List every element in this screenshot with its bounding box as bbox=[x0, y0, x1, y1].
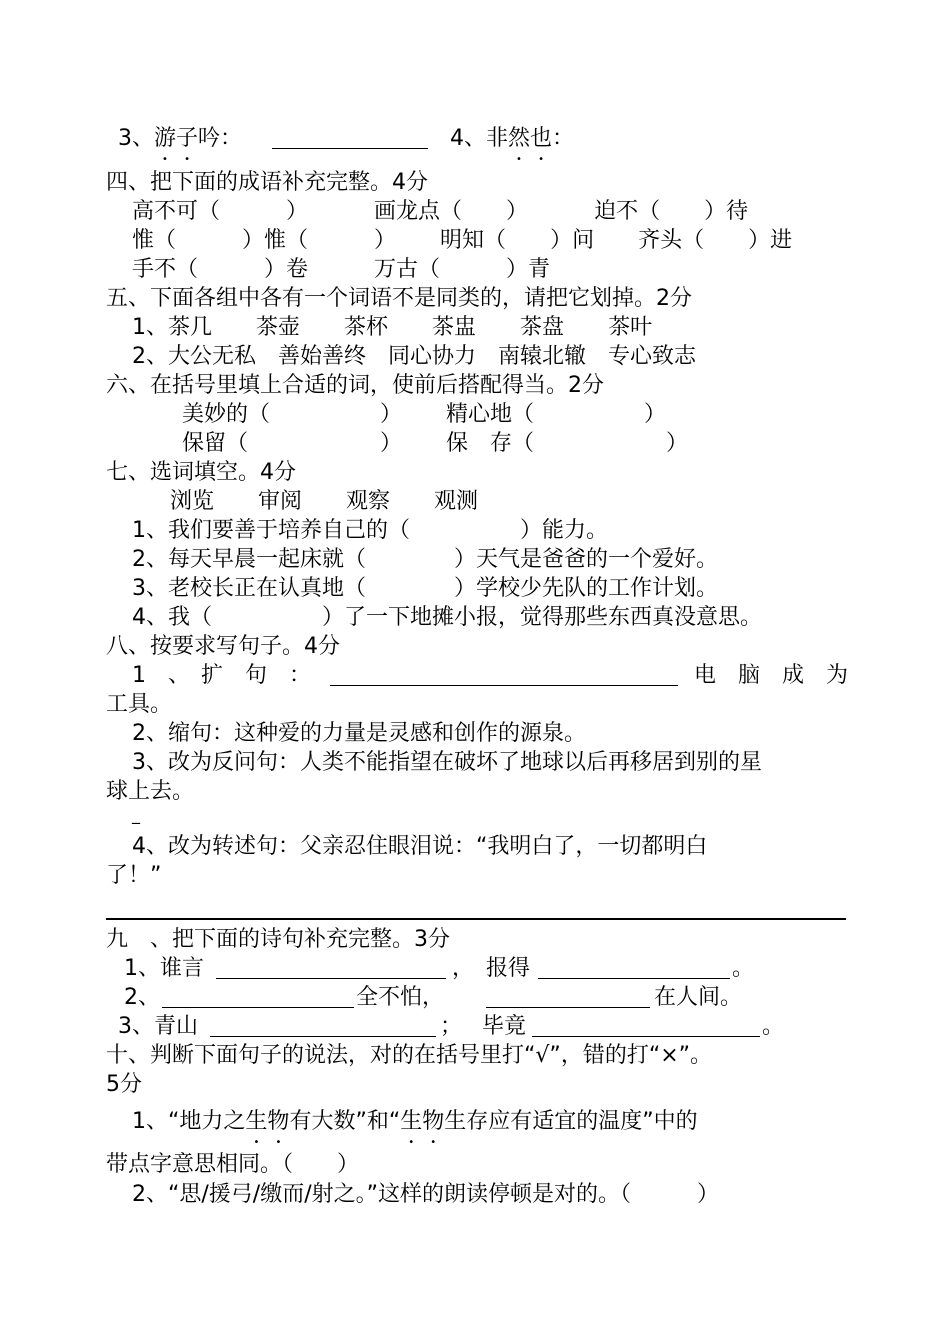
s5-group1: 1、茶几 茶壶 茶杯 茶盅 茶盘 茶叶 bbox=[132, 315, 653, 340]
s9-line2-c: 在人间。 bbox=[654, 985, 743, 1010]
s7-q2: 2、每天早晨一起床就（ ）天气是爸爸的一个爱好。 bbox=[132, 547, 719, 572]
s3-q4: 4、非然也： bbox=[450, 126, 575, 151]
section-5-title: 五、下面各组中各有一个词语不是同类的，请把它划掉。2分 bbox=[106, 286, 692, 311]
s9-line3-a: 3、青山 bbox=[118, 1014, 198, 1039]
s10-q1: 1、“地力之生物有大数”和“生物生存应有适宜的温度”中的 bbox=[132, 1109, 698, 1134]
s9-line2-b: 全不怕， bbox=[356, 985, 445, 1010]
section-9-title: 九 、把下面的诗句补充完整。3分 bbox=[106, 927, 450, 952]
s10-q1-cont: 带点字意思相同。（ ） bbox=[106, 1152, 360, 1177]
s7-q1: 1、我们要善于培养自己的（ ）能力。 bbox=[132, 518, 609, 543]
dotted-char: 生 bbox=[400, 1109, 423, 1134]
answer-blank[interactable] bbox=[538, 956, 730, 979]
answer-blank[interactable] bbox=[532, 1014, 760, 1037]
answer-blank[interactable] bbox=[330, 663, 678, 686]
answer-blank[interactable] bbox=[272, 126, 428, 149]
s9-line1-b: ， bbox=[452, 956, 475, 981]
s8-q3-mark: _ bbox=[132, 805, 140, 824]
s9-line3-d: 。 bbox=[762, 1014, 785, 1039]
s8-q3: 3、改为反问句：人类不能指望在破坏了地球以后再移居到别的星 bbox=[132, 750, 762, 775]
s4-row3: 手不（ ）卷 万古（ ）青 bbox=[132, 257, 551, 282]
dotted-char: 也 bbox=[530, 126, 553, 151]
s3-line: 3、游子吟： bbox=[118, 126, 243, 151]
answer-blank[interactable] bbox=[486, 985, 650, 1008]
s4-row2: 惟（ ）惟（ ） 明知（ ）问 齐头（ ）进 bbox=[132, 228, 793, 253]
s8-q4: 4、改为转述句：父亲忍住眼泪说：“我明白了，一切都明白 bbox=[132, 834, 708, 859]
s6-row1: 美妙的（ ） 精心地（ ） bbox=[182, 402, 667, 427]
section-8-title: 八、按要求写句子。4分 bbox=[106, 634, 340, 659]
section-4-title: 四、把下面的成语补充完整。4分 bbox=[106, 170, 428, 195]
dotted-char: 子 bbox=[176, 126, 199, 151]
s9-line1-c: 报得 bbox=[486, 956, 531, 981]
dotted-char: 物 bbox=[422, 1109, 445, 1134]
s9-line2-a: 2、 bbox=[124, 985, 160, 1010]
s8-q2: 2、缩句：这种爱的力量是灵感和创作的源泉。 bbox=[132, 721, 586, 746]
s9-line1-a: 1、谁言 bbox=[124, 956, 204, 981]
s8-q1-label: 1 、 扩 句 ： bbox=[132, 663, 311, 688]
dotted-char: 游 bbox=[154, 126, 177, 151]
s9-line3-b: ； bbox=[440, 1014, 463, 1039]
section-10-score: 5分 bbox=[106, 1072, 142, 1097]
s10-q2: 2、“思/援弓/缴而/射之。”这样的朗读停顿是对的。（ ） bbox=[132, 1182, 720, 1207]
s8-q4-cont: 了！” bbox=[106, 863, 162, 888]
s8-q1-cont: 工具。 bbox=[106, 692, 173, 717]
answer-line[interactable] bbox=[106, 918, 846, 920]
dotted-char: 生 bbox=[245, 1109, 268, 1134]
section-6-title: 六、在括号里填上合适的词，使前后搭配得当。2分 bbox=[106, 373, 604, 398]
s8-q1-tail: 电 脑 成 为 bbox=[694, 663, 849, 688]
answer-blank[interactable] bbox=[210, 1014, 436, 1037]
answer-blank[interactable] bbox=[216, 956, 446, 979]
section-7-title: 七、选词填空。4分 bbox=[106, 460, 296, 485]
s7-q4: 4、我（ ）了一下地摊小报，觉得那些东西真没意思。 bbox=[132, 605, 763, 630]
dotted-char: 然 bbox=[508, 126, 531, 151]
s5-group2: 2、大公无私 善始善终 同心协力 南辕北辙 专心致志 bbox=[132, 344, 697, 369]
s6-row2: 保留（ ） 保 存（ ） bbox=[182, 431, 689, 456]
s8-q3-cont: 球上去。 bbox=[106, 779, 195, 804]
s7-q3: 3、老校长正在认真地（ ）学校少先队的工作计划。 bbox=[132, 576, 719, 601]
s4-row1: 高不可（ ） 画龙点（ ） 迫不（ ）待 bbox=[132, 199, 749, 224]
dotted-char: 物 bbox=[267, 1109, 290, 1134]
section-10-title: 十、判断下面句子的说法，对的在括号里打“√”，错的打“×”。 bbox=[106, 1043, 713, 1068]
answer-blank[interactable] bbox=[162, 985, 354, 1008]
s9-line3-c: 毕竟 bbox=[482, 1014, 527, 1039]
s7-word-bank: 浏览 审阅 观察 观测 bbox=[170, 489, 479, 514]
s9-line1-d: 。 bbox=[732, 956, 755, 981]
